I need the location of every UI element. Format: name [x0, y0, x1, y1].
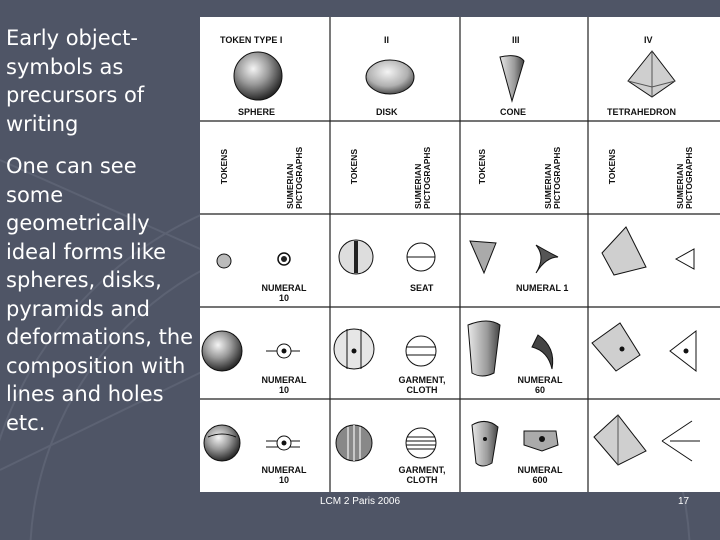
tokens-label-2: TOKENS	[349, 149, 359, 185]
column-1-type-label: TOKEN TYPE I	[220, 35, 283, 45]
column-3-shape-label: CONE	[500, 107, 527, 117]
column-2-shape-label: DISK	[376, 107, 398, 117]
column-4-shape-label: TETRAHEDRON	[607, 107, 676, 117]
tokens-label-4: TOKENS	[607, 149, 617, 185]
slide-text	[6, 24, 194, 451]
disk-token	[366, 60, 414, 94]
page-number: 17	[678, 496, 690, 507]
pictographs-label-4: SUMERIAN PICTOGRAPHS	[675, 146, 694, 209]
tokens-label-1: TOKENS	[219, 149, 229, 185]
tetrahedron-token	[628, 51, 675, 97]
column-2-type-label: II	[384, 35, 390, 45]
slide-heading: Early object-symbols as precursors of writing	[6, 26, 145, 136]
cone-token	[500, 56, 524, 101]
row-2-label-3: NUMERAL 60	[517, 375, 563, 395]
token-drawings	[200, 17, 720, 492]
pictographs-label-3: SUMERIAN PICTOGRAPHS	[543, 146, 562, 209]
token-figure	[200, 17, 720, 492]
tokens-label-3: TOKENS	[477, 149, 487, 185]
row-3-label-2: GARMENT, CLOTH	[398, 465, 446, 485]
sphere-token	[234, 52, 282, 100]
column-3-type-label: III	[512, 35, 520, 45]
row-3-label-1: NUMERAL 10	[261, 465, 307, 485]
row-2-label-2: GARMENT, CLOTH	[398, 375, 446, 395]
column-4-type-label: IV	[644, 35, 653, 45]
row-2-label-1: NUMERAL 10	[261, 375, 307, 395]
row-1-label-2: SEAT	[410, 283, 434, 293]
pictographs-label-2: SUMERIAN PICTOGRAPHS	[413, 146, 432, 209]
footer-text: LCM 2 Paris 2006	[320, 496, 401, 507]
pictographs-label-1: SUMERIAN PICTOGRAPHS	[285, 146, 304, 209]
row-1-label-1: NUMERAL 10	[261, 283, 307, 303]
column-1-shape-label: SPHERE	[238, 107, 276, 117]
row-3-label-3: NUMERAL 600	[517, 465, 563, 485]
row-1-label-3: NUMERAL 1	[516, 283, 569, 293]
slide-body: One can see some geometrically ideal forms like spheres, disks, pyramids and deformations, the composition with lines and holes etc.	[6, 154, 194, 435]
